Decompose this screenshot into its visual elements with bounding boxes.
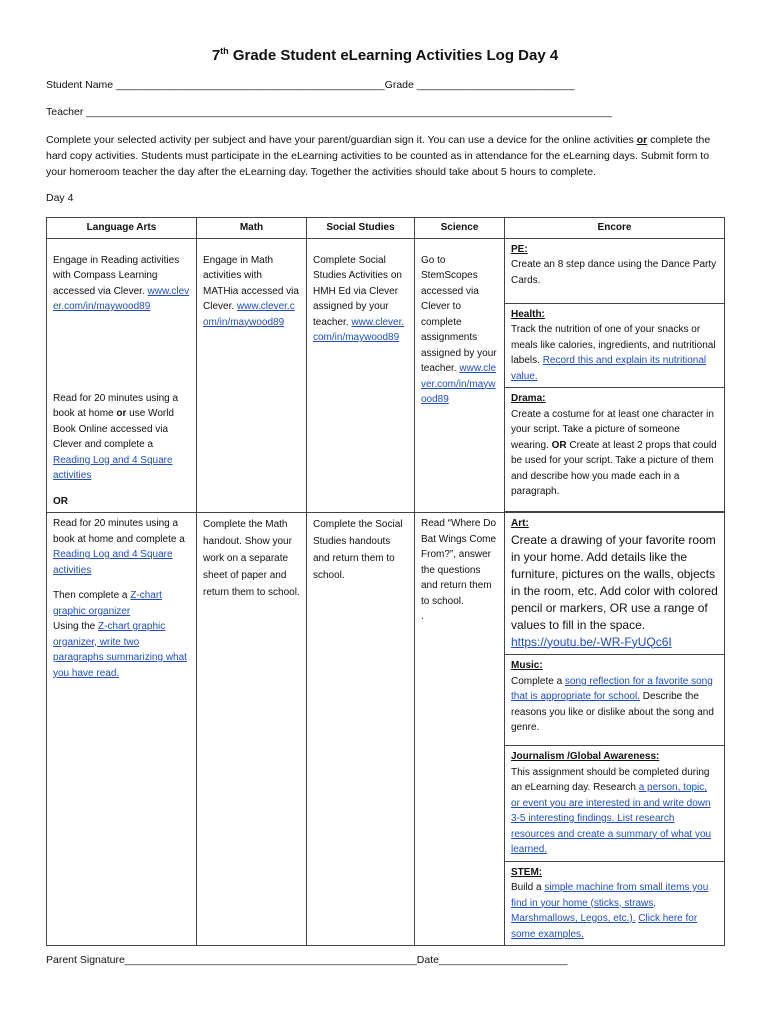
- math-activity-1: Engage in Math activities with MATHia accessed via Clever.: [203, 254, 299, 312]
- title-grade-number: 7: [211, 47, 221, 64]
- encore-music-heading: Music:: [511, 660, 543, 671]
- ss-cell-2: [307, 513, 415, 946]
- encore-stem-text: Build a: [511, 882, 545, 893]
- col-header-math: Math: [197, 218, 307, 239]
- math-activity-2: Complete the Math handout. Show your work on a separate sheet of paper and return them to school.: [203, 519, 300, 598]
- journalism-research-link[interactable]: a person, topic, or event you are interested in and write down 3-5 interesting findings. List research resources and create a summary of what you learned.: [511, 782, 712, 855]
- encore-art-text: Create a drawing of your favorite room in your home. Add details like the furniture, pictures on the walls, objects in the room, etc. Add color with colored pencil or markers, OR use a range of values to fill in the space.: [511, 532, 718, 632]
- la-z-chart-link-2[interactable]: Z-chart graphic organizer, write two paragraphs summarizing what you have read.: [53, 621, 187, 679]
- ss-clever-link[interactable]: www.clever.com/in/maywood89: [313, 316, 405, 343]
- encore-drama-text-2: Create at least 2 props that could be used for your script. Take a picture of them and describe how you made each in a paragraph.: [511, 439, 717, 497]
- encore-drama-cell: [505, 388, 725, 512]
- encore-journalism-heading: Journalism /Global Awareness:: [511, 751, 660, 762]
- math-cell-1: [197, 238, 307, 513]
- health-record-link[interactable]: Record this and explain its nutritional value.: [511, 355, 707, 382]
- la-activity-1: Engage in Reading activities with Compass Learning accessed via Clever.: [53, 254, 180, 297]
- la-cell-2: [47, 388, 197, 513]
- encore-music-cell: [505, 655, 725, 746]
- encore-art-cell: [505, 513, 725, 655]
- encore-pe-text: Create an 8 step dance using the Dance Party Cards.: [511, 259, 717, 286]
- la-clever-link[interactable]: www.clever.com/in/maywood89: [53, 285, 190, 312]
- teacher-line[interactable]: Teacher __________________________________________________________________________________________: [46, 106, 612, 118]
- la-reading-log-link-1[interactable]: Reading Log and 4 Square activities: [53, 454, 173, 481]
- student-name-grade-line[interactable]: Student Name ______________________________________________Grade ___________________________: [46, 79, 575, 91]
- page-title: [0, 46, 770, 64]
- table-row: [47, 238, 725, 303]
- encore-pe-cell: [505, 238, 725, 303]
- encore-health-cell: [505, 303, 725, 388]
- encore-art-heading: Art:: [511, 518, 529, 529]
- encore-health-text: Track the nutrition of one of your snacks or meals like calories, ingredients, and nutritional labels.: [511, 324, 716, 366]
- encore-music-text-2: Describe the reasons you like or dislike about the song and genre.: [511, 691, 714, 733]
- sci-cell-1: [415, 238, 505, 513]
- instructions-part1: Complete your selected activity per subject and have your parent/guardian sign it. You can use a device for the online activities: [46, 134, 637, 146]
- encore-stem-heading: STEM:: [511, 866, 543, 878]
- la-activity-4: Then complete a: [53, 590, 131, 601]
- parent-signature-line[interactable]: Parent Signature__________________________________________________Date______________________: [46, 954, 568, 966]
- col-header-language-arts: Language Arts: [47, 218, 197, 239]
- art-youtube-link[interactable]: https://youtu.be/-WR-FyUQc6I: [511, 634, 672, 649]
- ss-activity-1: Complete Social Studies Activities on HMH Ed via Clever assigned by your teacher.: [313, 254, 402, 328]
- instructions-paragraph: [46, 132, 730, 180]
- music-reflection-link[interactable]: song reflection for a favorite song that is appropriate for school.: [511, 675, 713, 702]
- ss-cell-1: [307, 238, 415, 513]
- la-activity-2: Read for 20 minutes using a book at home: [53, 392, 179, 419]
- col-header-social-studies: Social Studies: [307, 218, 415, 239]
- la-reading-log-link-2[interactable]: Reading Log and 4 Square activities: [53, 549, 173, 576]
- la-z-chart-link-1[interactable]: Z-chart graphic organizer: [53, 590, 162, 617]
- title-text: Grade Student eLearning Activities Log Day 4: [228, 47, 559, 64]
- title-superscript: th: [220, 46, 229, 56]
- table-header-row: [47, 218, 725, 239]
- col-header-science: Science: [415, 218, 505, 239]
- math-cell-2: [197, 513, 307, 946]
- la-cell-3: [47, 513, 197, 946]
- la-activity-5: Using the: [53, 621, 99, 632]
- encore-journalism-text: This assignment should be completed during an eLearning day. Research: [511, 766, 710, 793]
- instructions-part2: complete the hard copy activities. Students must participate in the eLearning activities to be counted as in attendance for the eLearning days. Submit form to your homeroom teacher the day after the eLearning day. Together the activities should take about 5 hours to complete.: [46, 134, 711, 178]
- la-cell-1: [47, 238, 197, 388]
- sci-activity-1: Go to StemScopes accessed via Clever to complete assignments assigned by your teacher.: [421, 254, 497, 374]
- encore-drama-or: OR: [551, 439, 567, 451]
- activities-table: [46, 217, 725, 946]
- encore-stem-cell: [505, 861, 725, 946]
- encore-drama-heading: Drama:: [511, 393, 546, 404]
- sci-activity-2: Read “Where Do Bat Wings Come From?”, answer the questions and return them to school.: [421, 518, 497, 607]
- encore-drama-text: Create a costume for at least one character in your script. Take a picture of someone wearing.: [511, 408, 714, 451]
- stem-examples-link[interactable]: Click here for some examples.: [511, 913, 698, 940]
- encore-music-text: Complete a: [511, 675, 565, 687]
- encore-journalism-cell: [505, 746, 725, 862]
- la-or-label: OR: [53, 495, 68, 507]
- la-activity-2-mid: use World Book Online accessed via Clever and complete a: [53, 408, 174, 450]
- day-label: Day 4: [46, 192, 74, 204]
- encore-pe-heading: PE:: [511, 243, 528, 255]
- encore-health-heading: Health:: [511, 308, 545, 320]
- la-activity-2-or: or: [116, 408, 127, 419]
- table-row: [47, 513, 725, 655]
- math-clever-link[interactable]: www.clever.com/in/maywood89: [203, 301, 295, 328]
- sci-cell-2: [415, 513, 505, 946]
- la-activity-3: Read for 20 minutes using a book at home and complete a: [53, 518, 185, 545]
- instructions-or: or: [636, 134, 648, 146]
- sci-activity-2-dot: .: [421, 611, 424, 622]
- ss-activity-2: Complete the Social Studies handouts and return them to school.: [313, 519, 403, 581]
- col-header-encore: Encore: [505, 218, 725, 239]
- sci-clever-link[interactable]: www.clever.com/in/maywood89: [421, 363, 497, 405]
- stem-machine-link[interactable]: simple machine from small items you find in your home (sticks, straws, Marshmallows, Legos, etc.).: [511, 882, 709, 924]
